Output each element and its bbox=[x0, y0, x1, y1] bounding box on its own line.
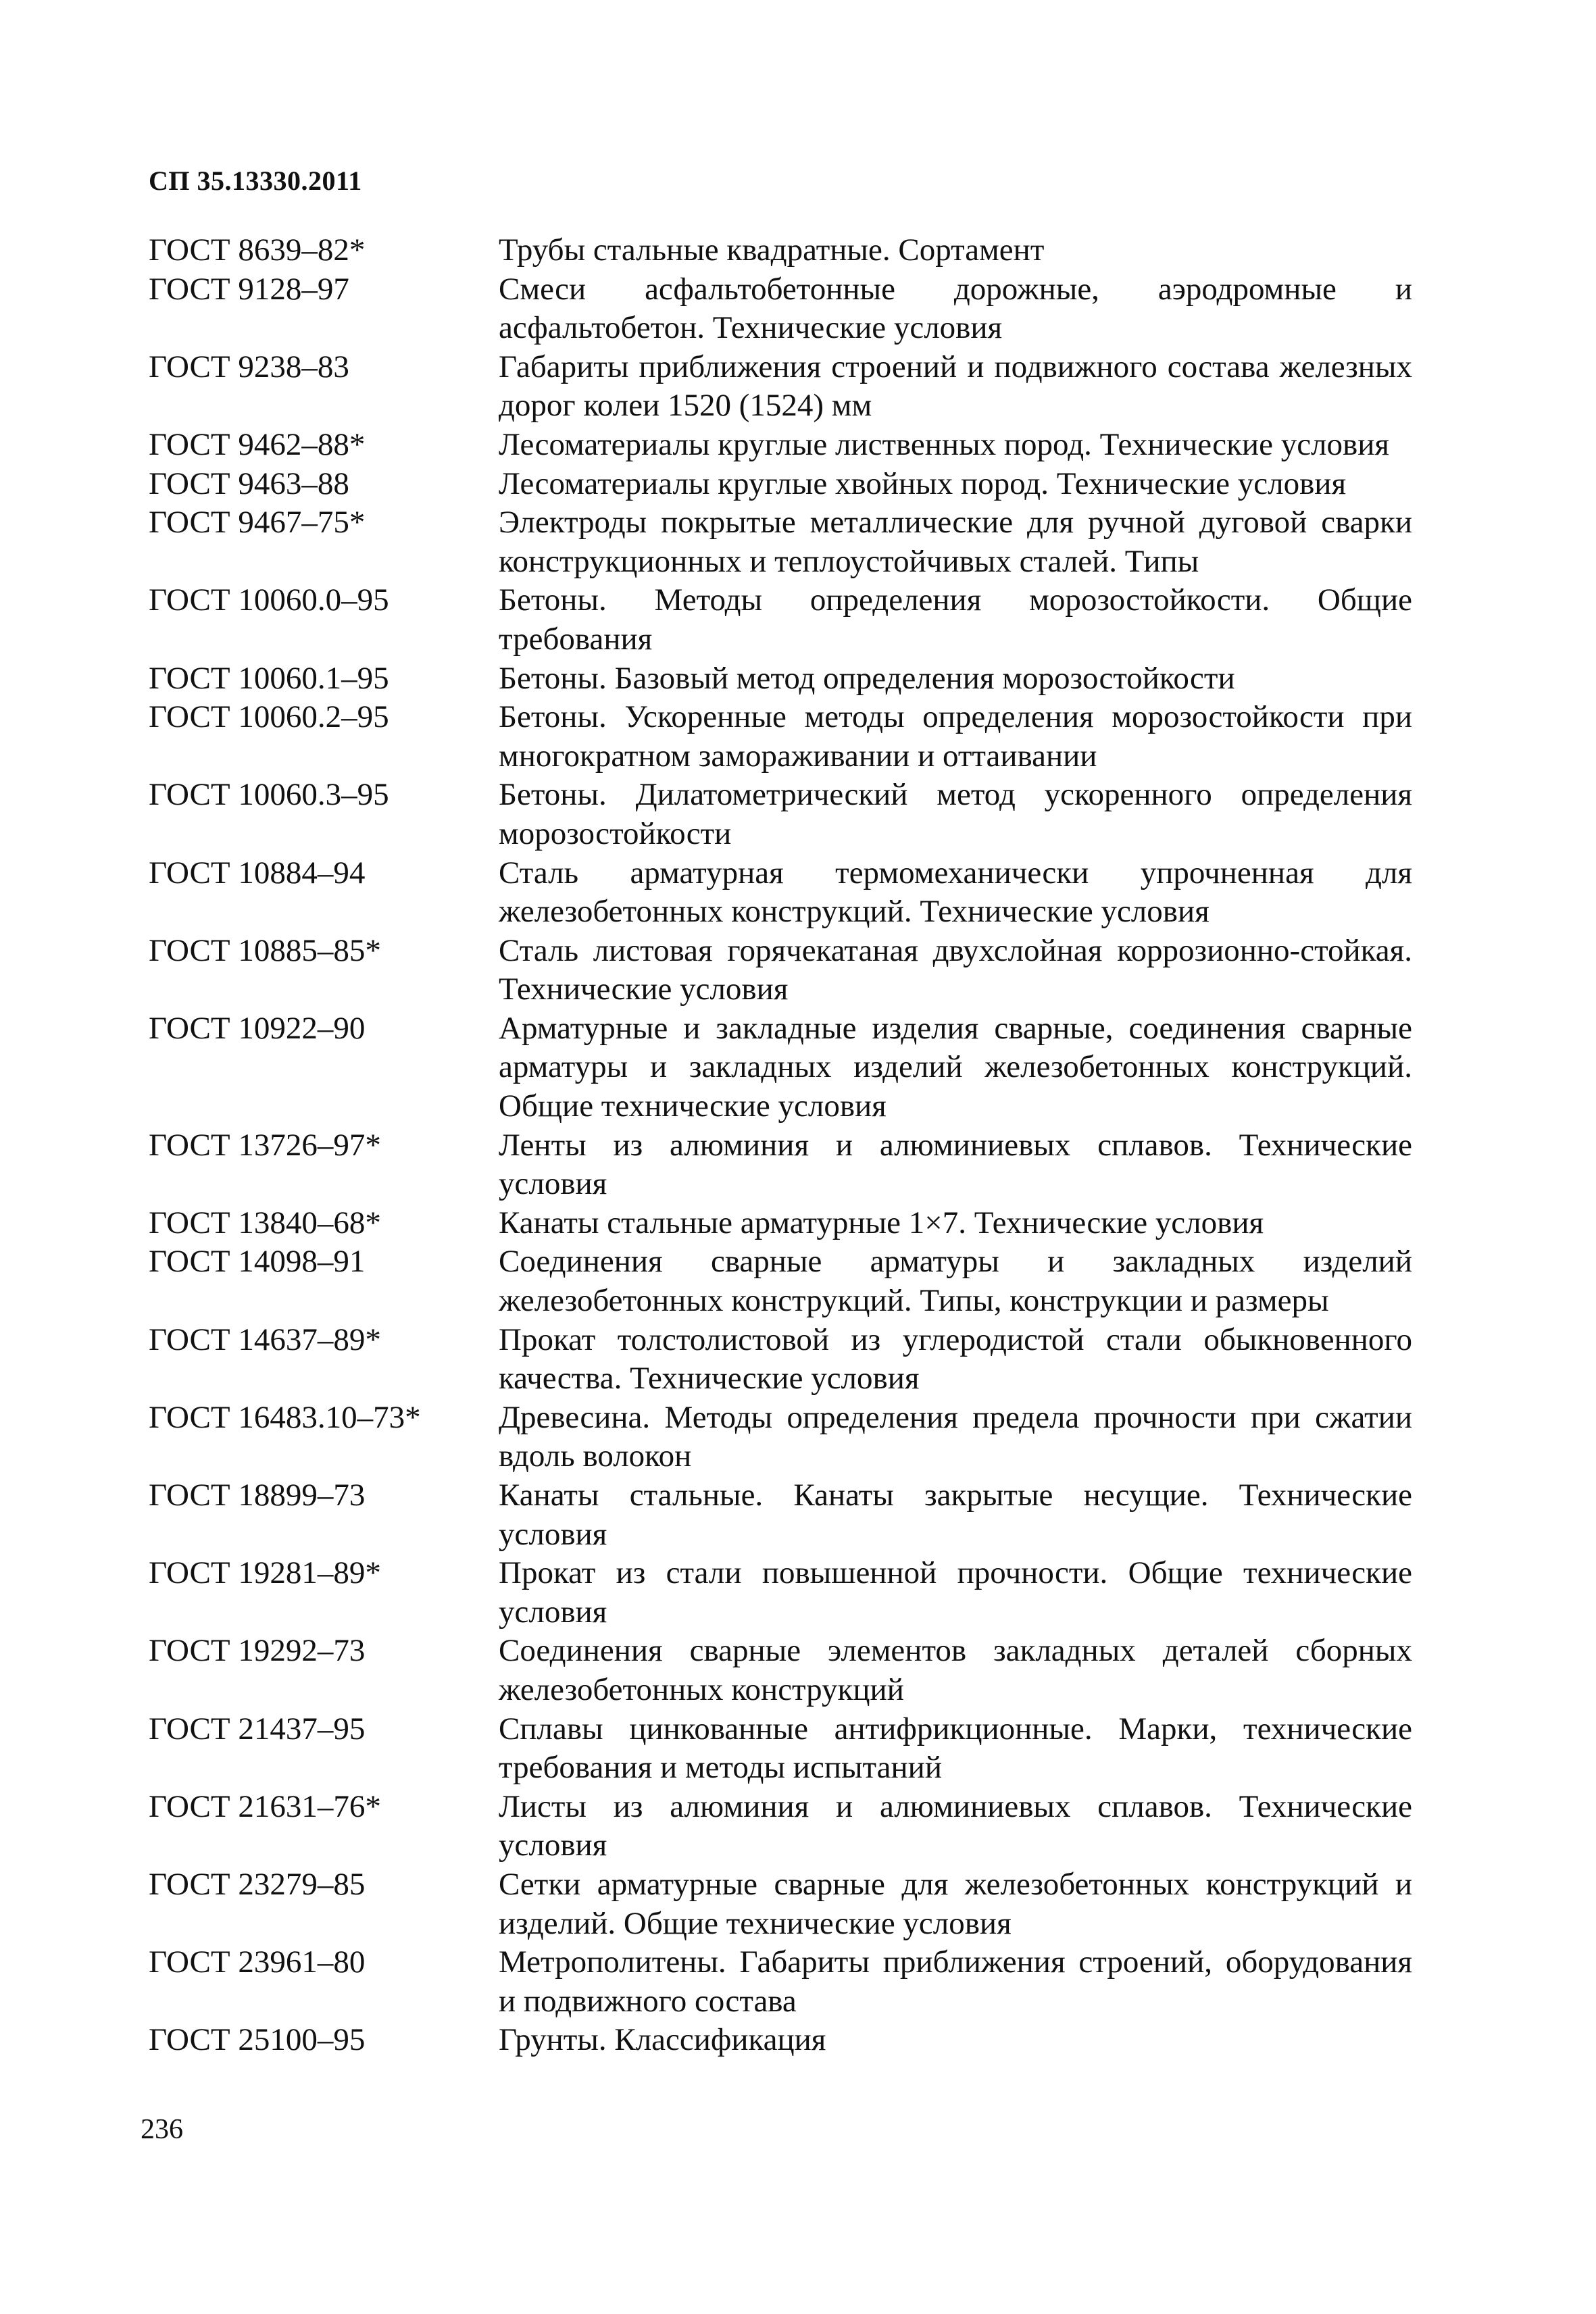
reference-row bbox=[149, 270, 1412, 348]
reference-code: ГОСТ 19281–89* bbox=[149, 1555, 381, 1591]
reference-code: ГОСТ 10885–85* bbox=[149, 932, 381, 968]
reference-code: ГОСТ 10060.0–95 bbox=[149, 582, 389, 618]
reference-title: Бетоны. Методы определения морозостойкости. Общие требования bbox=[499, 582, 1412, 657]
reference-row bbox=[149, 1476, 1412, 1554]
reference-code: ГОСТ 9462–88* bbox=[149, 426, 366, 462]
reference-title: Древесина. Методы определения предела прочности при сжатии вдоль волокон bbox=[499, 1399, 1412, 1474]
reference-title: Лесоматериалы круглые лиственных пород. Технические условия bbox=[499, 426, 1389, 462]
reference-title: Габариты приближения строений и подвижного состава железных дорог колеи 1520 (1524) мм bbox=[499, 349, 1412, 424]
reference-code: ГОСТ 10884–94 bbox=[149, 855, 366, 890]
reference-row bbox=[149, 426, 1412, 465]
reference-row bbox=[149, 1554, 1412, 1632]
reference-code: ГОСТ 14637–89* bbox=[149, 1322, 381, 1357]
reference-row bbox=[149, 1126, 1412, 1204]
reference-title: Смеси асфальтобетонные дорожные, аэродромные и асфальтобетон. Технические условия bbox=[499, 271, 1412, 346]
reference-code: ГОСТ 23961–80 bbox=[149, 1944, 366, 1980]
reference-title: Соединения сварные арматуры и закладных изделий железобетонных конструкций. Типы, конструкции и размеры bbox=[499, 1244, 1412, 1319]
reference-title: Трубы стальные квадратные. Сортамент bbox=[499, 232, 1045, 268]
reference-title: Ленты из алюминия и алюминиевых сплавов. Технические условия bbox=[499, 1127, 1412, 1202]
reference-row bbox=[149, 1399, 1412, 1476]
reference-row bbox=[149, 776, 1412, 853]
reference-title: Сетки арматурные сварные для железобетонных конструкций и изделий. Общие технические условия bbox=[499, 1866, 1412, 1941]
reference-code: ГОСТ 14098–91 bbox=[149, 1244, 366, 1280]
reference-row bbox=[149, 348, 1412, 426]
reference-row bbox=[149, 854, 1412, 932]
reference-title: Электроды покрытые металлические для ручной дуговой сварки конструкционных и теплоустойчивых сталей. Типы bbox=[499, 505, 1412, 579]
reference-title: Листы из алюминия и алюминиевых сплавов. Технические условия bbox=[499, 1788, 1412, 1863]
reference-title: Арматурные и закладные изделия сварные, соединения сварные арматуры и закладных изделий железобетонных конструкций. Общие технические условия bbox=[499, 1010, 1412, 1124]
page-number: 236 bbox=[141, 2114, 183, 2145]
reference-code: ГОСТ 10060.3–95 bbox=[149, 777, 389, 813]
reference-code: ГОСТ 9463–88 bbox=[149, 466, 349, 501]
reference-code: ГОСТ 13840–68* bbox=[149, 1205, 381, 1240]
reference-title: Прокат толстолистовой из углеродистой стали обыкновенного качества. Технические условия bbox=[499, 1322, 1412, 1397]
reference-row bbox=[149, 503, 1412, 581]
reference-title: Сталь листовая горячекатаная двухслойная коррозионно-стойкая. Технические условия bbox=[499, 932, 1412, 1007]
reference-code: ГОСТ 9128–97 bbox=[149, 271, 349, 307]
reference-row bbox=[149, 231, 1412, 270]
reference-code: ГОСТ 9467–75* bbox=[149, 505, 366, 540]
reference-row bbox=[149, 1204, 1412, 1243]
reference-title: Сплавы цинкованные антифрикционные. Марки, технические требования и методы испытаний bbox=[499, 1711, 1412, 1786]
reference-title: Соединения сварные элементов закладных деталей сборных железобетонных конструкций bbox=[499, 1633, 1412, 1707]
reference-row bbox=[149, 581, 1412, 659]
reference-title: Лесоматериалы круглые хвойных пород. Технические условия bbox=[499, 466, 1347, 501]
reference-code: ГОСТ 25100–95 bbox=[149, 2022, 366, 2058]
reference-title: Сталь арматурная термомеханически упрочненная для железобетонных конструкций. Технические условия bbox=[499, 855, 1412, 930]
reference-title: Прокат из стали повышенной прочности. Общие технические условия bbox=[499, 1555, 1412, 1630]
reference-row bbox=[149, 698, 1412, 776]
reference-code: ГОСТ 21437–95 bbox=[149, 1711, 366, 1746]
reference-code: ГОСТ 10922–90 bbox=[149, 1010, 366, 1046]
reference-title: Метрополитены. Габариты приближения строений, оборудования и подвижного состава bbox=[499, 1944, 1412, 2019]
reference-code: ГОСТ 8639–82* bbox=[149, 232, 366, 268]
reference-code: ГОСТ 19292–73 bbox=[149, 1633, 366, 1669]
reference-code: ГОСТ 9238–83 bbox=[149, 349, 349, 384]
reference-row bbox=[149, 659, 1412, 699]
reference-row bbox=[149, 1321, 1412, 1399]
reference-row bbox=[149, 1242, 1412, 1320]
reference-row bbox=[149, 1710, 1412, 1788]
reference-title: Грунты. Классификация bbox=[499, 2022, 826, 2058]
reference-row bbox=[149, 1009, 1412, 1126]
reference-title: Канаты стальные арматурные 1×7. Технические условия bbox=[499, 1205, 1264, 1240]
reference-code: ГОСТ 23279–85 bbox=[149, 1866, 366, 1902]
reference-title: Канаты стальные. Канаты закрытые несущие. Технические условия bbox=[499, 1478, 1412, 1552]
document-code-header: СП 35.13330.2011 bbox=[149, 166, 362, 196]
reference-code: ГОСТ 10060.2–95 bbox=[149, 699, 389, 735]
reference-row bbox=[149, 2021, 1412, 2060]
reference-row bbox=[149, 1943, 1412, 2021]
reference-title: Бетоны. Дилатометрический метод ускоренного определения морозостойкости bbox=[499, 777, 1412, 851]
reference-title: Бетоны. Ускоренные методы определения морозостойкости при многократном замораживании и оттаивании bbox=[499, 699, 1412, 774]
reference-row bbox=[149, 932, 1412, 1009]
reference-row bbox=[149, 1865, 1412, 1943]
reference-code: ГОСТ 10060.1–95 bbox=[149, 660, 389, 696]
reference-code: ГОСТ 21631–76* bbox=[149, 1788, 381, 1824]
reference-code: ГОСТ 16483.10–73* bbox=[149, 1399, 421, 1435]
reference-row bbox=[149, 465, 1412, 504]
reference-code: ГОСТ 18899–73 bbox=[149, 1478, 366, 1513]
reference-title: Бетоны. Базовый метод определения морозостойкости bbox=[499, 660, 1235, 696]
reference-row bbox=[149, 1788, 1412, 1865]
references-list bbox=[149, 231, 1412, 2060]
reference-row bbox=[149, 1632, 1412, 1709]
reference-code: ГОСТ 13726–97* bbox=[149, 1127, 381, 1163]
